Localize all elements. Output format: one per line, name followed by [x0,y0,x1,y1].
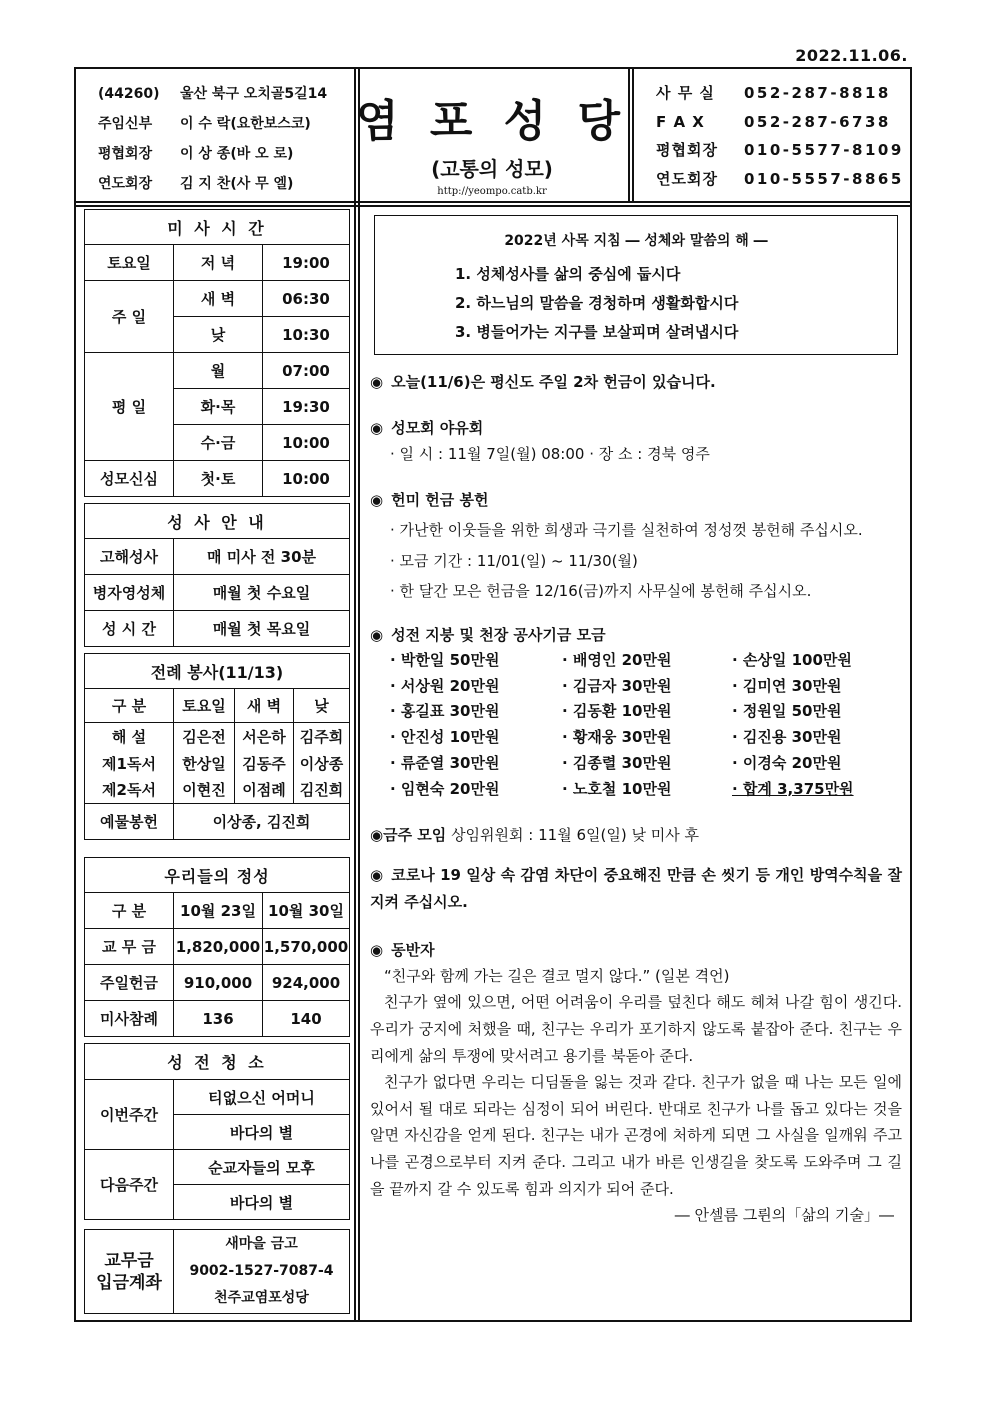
notice-title: 금주 모임 [383,826,447,845]
liturgy-name: 이점례 [235,777,294,804]
sacraments-table [84,503,350,647]
liturgy-name: 서은하 [235,723,294,750]
divider [354,69,356,1320]
prayer-president: 김 지 찬(사 무 엘) [180,176,294,192]
mass-time: 06:30 [263,281,350,317]
contribution-col: 10월 30일 [263,893,350,929]
contribution-value: 924,000 [263,965,350,1001]
divider [628,69,630,201]
donor: · 임현숙 20만원 [390,779,500,798]
liturgy-role: 제2독서 [85,777,174,804]
mass-group: 주 일 [85,281,174,353]
account-table [84,1229,350,1314]
bank-name: 새마을 금고 [225,1236,298,1252]
circle-bullet-icon: ◉ [370,826,384,845]
notice-item [370,487,902,513]
council-phone: 010-5577-8109 [744,141,904,159]
notice-title: 동반자 [391,941,435,960]
notice-item [370,822,902,848]
contribution-col: 10월 23일 [174,893,263,929]
donor: · 배영인 20만원 [562,651,672,669]
contribution-value: 910,000 [174,965,263,1001]
notice-title: 헌미 헌금 봉헌 [391,491,489,509]
mass-group: 성모신심 [85,461,174,497]
mass-time: 10:30 [263,317,350,353]
mass-time: 07:00 [263,353,350,389]
parish-subtitle: (고통의 성모) [431,157,553,181]
donor: · 노호철 10만원 [562,779,672,798]
donor: · 서상원 20만원 [390,676,500,695]
mass-time: 10:00 [263,461,350,497]
account-details [174,1230,350,1314]
contribution-col: 구 분 [85,893,174,929]
liturgy-col: 낮 [294,689,350,723]
liturgy-table [84,653,350,840]
contribution-label: 주일헌금 [85,965,174,1001]
donor: · 김미연 30만원 [732,676,842,695]
contribution-value: 140 [263,1001,350,1037]
address: 울산 북구 오치골5길14 [180,86,328,102]
sacraments-title: 성 사 안 내 [85,504,350,539]
cleaning-group: 순교자들의 모후 [174,1150,350,1185]
cleaning-group: 바다의 별 [174,1185,350,1220]
donor: · 손상일 100만원 [732,651,852,669]
info-label: 평협회장 [98,146,153,162]
notice-text: 코로나 19 일상 속 감염 차단이 중요해진 만큼 손 씻기 등 개인 방역수칙을 잘 지켜 주십시오. [370,866,902,911]
sacrament-value: 매 미사 전 30분 [174,539,350,575]
notices [370,367,902,1228]
notice-item [370,622,902,648]
contact-label: F A X [656,112,705,131]
parish-title: 염 포 성 당 [356,96,628,147]
notice-item [370,415,902,441]
mass-sub: 월 [174,353,263,389]
circle-bullet-icon: ◉ [370,373,384,391]
notice-item [370,369,902,395]
contributions-table [84,857,350,1037]
notice-title: 성전 지붕 및 천장 공사기금 모금 [391,626,606,644]
policy-heading: 2022년 사목 지침 ― 성체와 말씀의 해 ― [504,233,768,249]
contact-label: 사 무 실 [656,84,715,102]
contact-label: 연도회장 [656,169,718,188]
liturgy-name: 이현진 [174,777,235,804]
policy-item: 3. 병들어가는 지구를 보살피며 살려냅시다 [455,323,739,341]
donor: · 홍길표 30만원 [390,702,500,721]
pastoral-policy [374,215,898,355]
offering-label: 예물봉헌 [85,804,174,840]
sacrament-label: 병자영성체 [85,575,174,611]
circle-bullet-icon: ◉ [370,626,384,644]
info-label: 연도회장 [98,176,153,192]
mass-time: 19:00 [263,245,350,281]
sacrament-label: 성 시 간 [85,611,174,647]
pastor-name: 이 수 락(요한보스코) [180,116,311,132]
offering-names: 이상종, 김진희 [174,804,350,840]
circle-bullet-icon: ◉ [370,491,384,509]
account-label-line: 교무금 [104,1250,154,1271]
masthead [356,69,628,199]
liturgy-name: 이상종 [294,750,350,777]
policy-list [375,260,897,347]
mass-sub: 수·금 [174,425,263,461]
bulletin-frame [74,67,912,1322]
liturgy-col: 토요일 [174,689,235,723]
contact-info [656,79,904,193]
info-label: 주임신부 [98,116,153,132]
liturgy-name: 김은전 [174,723,235,750]
quote: “친구와 함께 가는 길은 결코 멀지 않다.” (일본 격언) [384,967,730,986]
bulletin-date: 2022.11.06. [795,46,908,65]
essay-paragraph: 친구가 없다면 우리는 디딤돌을 잃는 것과 같다. 친구가 없을 때 나는 모든 일에 있어서 될 대로 되라는 심정이 되어 버린다. 반대로 친구가 나를 돕고 있다는 것을 알면 자신감을 얻게 된다. 친구는 내가 곤경에 처하게 되면 그 사실을 일깨워 주고 나를 곤경으로부터 지켜 준다. 그리고 내가 바른 인생길을 찾도록 도와주며 그 길을 끝까지 갈 수 있도록 힘과 의지가 되어 준다. [370,1073,902,1198]
donor: · 류준열 30만원 [390,753,500,772]
prayer-phone: 010-5557-8865 [744,169,904,188]
sacrament-value: 매월 첫 수요일 [174,575,350,611]
circle-bullet-icon: ◉ [370,941,384,960]
contribution-value: 1,570,000 [263,929,350,965]
contribution-label: 미사참례 [85,1001,174,1037]
donor: · 박한일 50만원 [390,651,500,669]
account-holder: 천주교염포성당 [214,1290,309,1306]
mass-time: 19:30 [263,389,350,425]
account-label-line: 입금계좌 [96,1272,162,1293]
essay-paragraph: 친구가 옆에 있으면, 어떤 어려움이 우리를 덮친다 해도 헤쳐 나갈 힘이 생긴다. 우리가 궁지에 처했을 때, 친구는 우리가 포기하지 않도록 붙잡아 준다. 친구는 우리에게 삶의 투쟁에 맞서려고 용기를 북돋아 준다. [370,993,902,1065]
policy-item: 2. 하느님의 말씀을 경청하며 생활화합시다 [455,294,739,312]
notice-detail: · 가난한 이웃들을 위한 희생과 극기를 실천하여 정성껏 봉헌해 주십시오. [390,521,863,539]
mass-sub: 새 벽 [174,281,263,317]
notice-title: 성모회 야유회 [391,419,484,437]
mass-group: 평 일 [85,353,174,461]
liturgy-title: 전례 봉사(11/13) [85,654,350,689]
notice-text: 오늘(11/6)은 평신도 주일 2차 헌금이 있습니다. [391,373,716,391]
contribution-label: 교 무 금 [85,929,174,965]
donor: · 김진용 30만원 [732,728,842,747]
cleaning-week: 이번주간 [85,1080,174,1150]
cleaning-group: 티없으신 어머니 [174,1080,350,1115]
notice-item [370,937,902,963]
mass-times-title: 미 사 시 간 [85,210,350,245]
liturgy-col: 새 벽 [235,689,294,723]
mass-sub: 저 녁 [174,245,263,281]
postal-code: (44260) [98,86,160,102]
divider [632,69,634,201]
notice-detail: · 일 시 : 11월 7일(월) 08:00 · 장 소 : 경북 영주 [390,445,710,463]
liturgy-name: 김주희 [294,723,350,750]
council-president: 이 상 종(바 오 로) [180,146,294,162]
donor: · 김동환 10만원 [562,702,672,721]
policy-item: 1. 성체성사를 삶의 중심에 둡시다 [455,265,681,283]
fax-number: 052-287-6738 [744,112,891,131]
notice-item [370,862,902,915]
divider [76,205,910,207]
contact-label: 평협회장 [656,141,718,159]
liturgy-role: 제1독서 [85,750,174,777]
contributions-title: 우리들의 정성 [85,858,350,893]
cleaning-group: 바다의 별 [174,1115,350,1150]
donor: · 황재웅 30만원 [562,728,672,747]
liturgy-col: 구 분 [85,689,174,723]
donor-list [370,648,902,802]
mass-sub: 낮 [174,317,263,353]
contribution-value: 136 [174,1001,263,1037]
divider [76,201,910,203]
donation-total: · 합계 3,375만원 [732,779,854,798]
cleaning-week: 다음주간 [85,1150,174,1220]
sacrament-label: 고해성사 [85,539,174,575]
mass-group: 토요일 [85,245,174,281]
liturgy-name: 김동주 [235,750,294,777]
donor: · 김금자 30만원 [562,676,672,695]
notice-detail: · 모금 기간 : 11/01(일) ~ 11/30(월) [390,552,638,570]
essay-source: ― 안셀름 그륀의「삶의 기술」― [674,1206,894,1225]
sacrament-value: 매월 첫 목요일 [174,611,350,647]
donor: · 이경숙 20만원 [732,753,842,772]
parish-info [98,79,327,199]
office-phone: 052-287-8818 [744,84,891,102]
parish-url[interactable]: http://yeompo.catb.kr [437,186,547,197]
divider [358,69,360,1320]
notice-detail: · 한 달간 모은 헌금을 12/16(금)까지 사무실에 봉헌해 주십시오. [390,582,812,600]
circle-bullet-icon: ◉ [370,866,384,885]
mass-sub: 화·목 [174,389,263,425]
liturgy-name: 김진희 [294,777,350,804]
cleaning-table [84,1043,350,1220]
donor: · 김종렬 30만원 [562,753,672,772]
liturgy-role: 해 설 [85,723,174,750]
liturgy-name: 한상일 [174,750,235,777]
account-label [85,1230,174,1314]
mass-sub: 첫·토 [174,461,263,497]
circle-bullet-icon: ◉ [370,419,384,437]
mass-time: 10:00 [263,425,350,461]
donor: · 정원일 50만원 [732,702,842,721]
donor: · 안진성 10만원 [390,728,500,747]
cleaning-title: 성 전 청 소 [85,1044,350,1080]
notice-detail: 상임위원회 : 11월 6일(일) 낮 미사 후 [451,826,699,845]
account-number: 9002-1527-7087-4 [189,1263,334,1279]
contribution-value: 1,820,000 [174,929,263,965]
mass-times-table [84,209,350,497]
